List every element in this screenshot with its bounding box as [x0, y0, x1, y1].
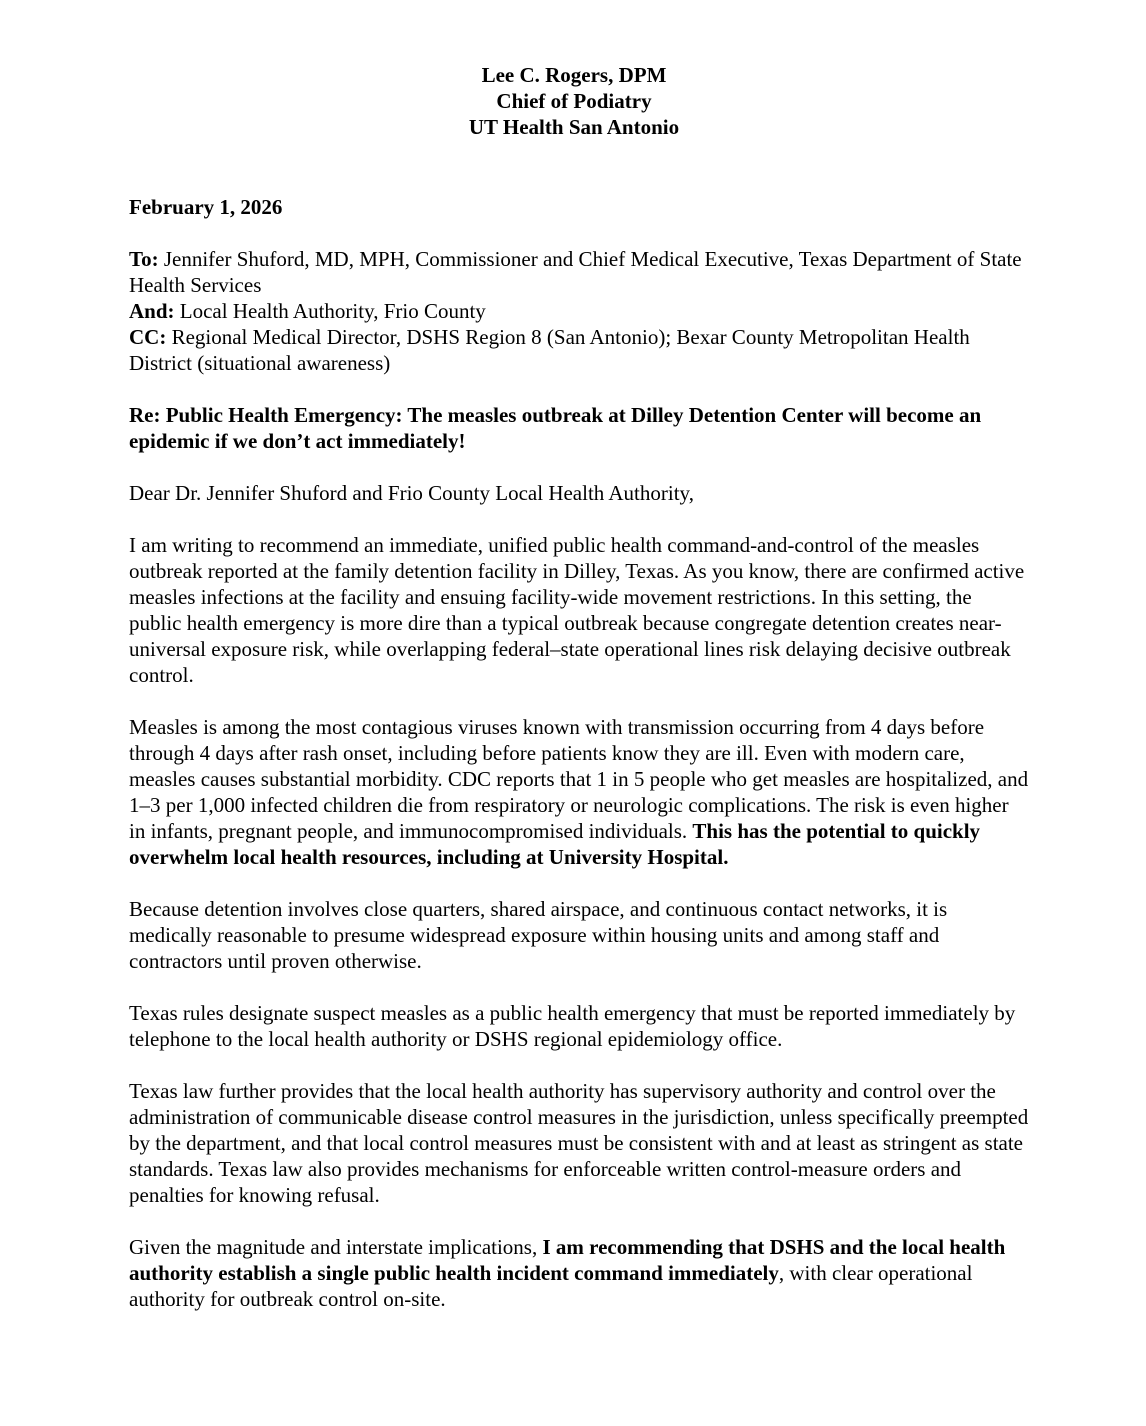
salutation: Dear Dr. Jennifer Shuford and Frio County Local Health Authority,	[129, 481, 694, 505]
paragraph-intro: I am writing to recommend an immediate, unified public health command-and-control of the measles outbreak reported at the family detention facility in Dilley, Texas. As you know, there are confirmed active measles infections at the facility and ensuing facility-wide movement restrictions. In this setting, the public health emergency is more dire than a typical outbreak because congregate detention creates near-universal exposure risk, while overlapping federal–state operational lines risk delaying decisive outbreak control.	[129, 533, 1025, 687]
cc-text: Regional Medical Director, DSHS Region 8 (San Antonio); Bexar County Metropolitan Health District (situational awareness)	[129, 325, 970, 375]
paragraph-recommendation-tail: , with clear operational authority for outbreak control on-site.	[129, 1261, 973, 1311]
cc-label: CC:	[129, 325, 167, 349]
and-label: And:	[129, 299, 175, 323]
author-institution: UT Health San Antonio	[468, 115, 680, 139]
letter-date: February 1, 2026	[129, 195, 283, 219]
to-line	[129, 246, 1029, 298]
paragraph-recommendation	[129, 1234, 1029, 1312]
paragraph-recommendation-emphasis: I am recommending that DSHS and the local health authority establish a single public health incident command immediately	[129, 1235, 1006, 1285]
and-line	[129, 298, 1029, 324]
addressee-block	[129, 246, 1029, 376]
to-text: Jennifer Shuford, MD, MPH, Commissioner and Chief Medical Executive, Texas Department of State Health Services	[129, 247, 1022, 297]
paragraph-texas-law: Texas law further provides that the local health authority has supervisory authority and control over the administration of communicable disease control measures in the jurisdiction, unless specifically preempted by the department, and that local control measures must be consistent with and at least as stringent as state standards. Texas law also provides mechanisms for enforceable written control-measure orders and penalties for knowing refusal.	[129, 1079, 1029, 1207]
to-label: To:	[129, 247, 159, 271]
and-text: Local Health Authority, Frio County	[174, 299, 486, 323]
author-name: Lee C. Rogers, DPM	[481, 63, 667, 87]
letterhead	[119, 62, 1029, 140]
subject-line: Re: Public Health Emergency: The measles outbreak at Dilley Detention Center will become an epidemic if we don’t act immediately!	[129, 403, 982, 453]
paragraph-contagion-emphasis: This has the potential to quickly overwhelm local health resources, including at University Hospital.	[129, 819, 981, 869]
paragraph-reporting-rules: Texas rules designate suspect measles as a public health emergency that must be reported immediately by telephone to the local health authority or DSHS regional epidemiology office.	[129, 1001, 1016, 1051]
letter-page	[129, 62, 1029, 1312]
cc-line	[129, 324, 1029, 376]
paragraph-exposure: Because detention involves close quarters, shared airspace, and continuous contact networks, it is medically reasonable to presume widespread exposure within housing units and among staff and contractors until proven otherwise.	[129, 897, 948, 973]
paragraph-contagion	[129, 714, 1029, 870]
author-title: Chief of Podiatry	[496, 89, 652, 113]
paragraph-contagion-text: Measles is among the most contagious viruses known with transmission occurring from 4 days before through 4 days after rash onset, including before patients know they are ill. Even with modern care, measles causes substantial morbidity. CDC reports that 1 in 5 people who get measles are hospitalized, and 1–3 per 1,000 infected children die from respiratory or neurologic complications. The risk is even higher in infants, pregnant people, and immunocompromised individuals.	[129, 715, 1029, 843]
paragraph-recommendation-text: Given the magnitude and interstate implications,	[129, 1235, 543, 1259]
